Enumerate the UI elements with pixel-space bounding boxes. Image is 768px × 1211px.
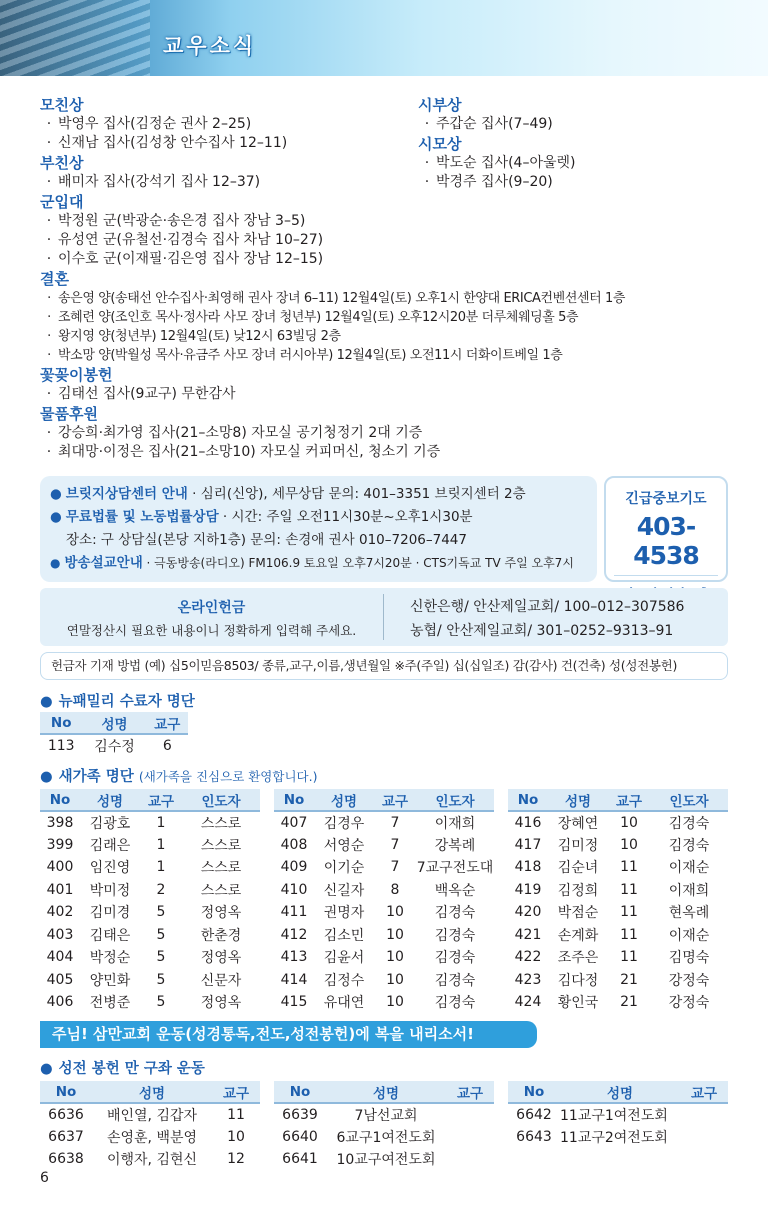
newfamily-title	[40, 765, 317, 786]
table-row	[274, 856, 494, 879]
cell	[446, 1103, 494, 1126]
col-header: 교구	[212, 1081, 260, 1103]
table-row	[274, 1148, 494, 1171]
col-header: 성명	[314, 789, 374, 811]
cell: 김태은	[89, 927, 131, 944]
cell: 이재순	[668, 860, 710, 877]
table-row	[508, 879, 728, 902]
news-item: · 조혜련 양(조인호 목사·정사라 사모 장녀 청년부) 12월4일(토) 오후12시20분 더루체웨딩홀 5층	[40, 308, 600, 327]
col-header: 교구	[147, 712, 188, 734]
cell: 장혜연	[557, 815, 599, 832]
col-header: 성명	[548, 789, 608, 811]
cell: 황인국	[557, 995, 599, 1012]
cell: 6639	[282, 1106, 318, 1123]
emergency-prayer-box	[604, 476, 728, 582]
cell: 손영훈, 백분영	[106, 1129, 198, 1146]
news-item: · 왕지영 양(청년부) 12월4일(토) 낮12시 63빌딩 2층	[40, 327, 600, 346]
table-row	[40, 1103, 260, 1126]
cell: 10	[386, 904, 404, 921]
table-row	[508, 856, 728, 879]
banner-texture	[0, 0, 150, 76]
legal-text: · 시간: 주일 오전11시30분~오후1시30분	[218, 509, 473, 525]
table-row	[274, 1126, 494, 1149]
legal-title: 무료법률 및 노동법률상담	[65, 509, 219, 525]
cell: 11	[620, 881, 638, 898]
cell: 이행자, 김현신	[106, 1152, 198, 1169]
legal-info	[50, 506, 587, 529]
cell: 박점순	[557, 905, 599, 922]
cell: 김다정	[557, 972, 599, 989]
cell: 7남선교회	[354, 1107, 418, 1124]
cell: 5	[156, 926, 166, 943]
broadcast-info	[50, 552, 587, 575]
table-row	[40, 901, 260, 924]
cell: 스스로	[200, 882, 242, 899]
cell	[680, 1103, 728, 1126]
news-item: · 이수호 군(이재필·김은영 집사 장남 12–15)	[40, 250, 600, 269]
cell: 6641	[282, 1151, 318, 1168]
cell: 강정숙	[668, 995, 710, 1012]
table-row	[40, 879, 260, 902]
offering-title	[40, 1057, 205, 1078]
news-item: · 유성연 군(유철선·김경숙 집사 차남 10–27)	[40, 231, 600, 250]
divider	[383, 594, 384, 640]
section-heading: 시모상	[418, 135, 462, 153]
newfamily-subtitle: (새가족을 진심으로 환영합니다.)	[138, 769, 318, 784]
table-row	[274, 879, 494, 902]
cell: 11	[620, 949, 638, 966]
cell: 410	[280, 881, 308, 898]
newfamily-table-3	[508, 789, 728, 1014]
info-box	[40, 476, 597, 582]
news-item: · 주갑순 집사(7–49)	[418, 115, 718, 134]
cell: 7교구전도대	[416, 860, 494, 877]
col-header: No	[274, 789, 314, 811]
cell: 김경숙	[668, 815, 710, 832]
cell: 10	[227, 1128, 245, 1145]
table-row	[508, 1126, 728, 1149]
col-header: 성명	[326, 1081, 446, 1103]
cell: 임진영	[89, 860, 131, 877]
cell: 400	[46, 859, 74, 876]
emergency-title: 긴급중보기도	[625, 491, 707, 507]
graduates-title	[40, 690, 195, 711]
offering-table-2	[274, 1081, 494, 1171]
cell: 113	[47, 737, 75, 754]
cell: 402	[46, 904, 74, 921]
col-header: 교구	[374, 789, 416, 811]
table-row	[274, 811, 494, 834]
table-row	[40, 924, 260, 947]
col-header: 성명	[92, 1081, 212, 1103]
col-header: 교구	[140, 789, 182, 811]
cell: 스스로	[200, 815, 242, 832]
cell: 407	[280, 814, 308, 831]
col-header: 인도자	[416, 789, 494, 811]
cell: 405	[46, 971, 74, 988]
col-header: No	[40, 712, 82, 734]
cell: 강복례	[434, 837, 476, 854]
cell: 411	[280, 904, 308, 921]
cell	[446, 1126, 494, 1149]
cell: 1	[156, 859, 166, 876]
page-title: 교우소식	[163, 34, 257, 58]
slogan-banner: 주님! 삼만교회 운동(성경통독,전도,성전봉헌)에 복을 내리소서!	[40, 1021, 537, 1048]
bullet-icon: ●	[50, 509, 62, 525]
cell: 11	[620, 859, 638, 876]
table-row	[40, 1126, 260, 1149]
cell: 6642	[516, 1106, 552, 1123]
bank-account-2: 농협/ 안산제일교회/ 301–0252–9313–91	[410, 623, 674, 639]
cell: 11	[620, 904, 638, 921]
cell: 박미정	[89, 882, 131, 899]
cell: 419	[514, 881, 542, 898]
cell: 5	[156, 971, 166, 988]
bridge-text: · 심리(신앙), 세무상담 문의: 401–3351 브릿지센터 2층	[187, 486, 526, 502]
table-row	[508, 1103, 728, 1126]
bullet-icon: ●	[40, 694, 53, 710]
cell: 김래은	[89, 837, 131, 854]
table-row	[40, 734, 188, 757]
section-heading: 모친상	[40, 96, 84, 114]
cell: 399	[46, 836, 74, 853]
cell: 6교구1여전도회	[336, 1129, 436, 1146]
cell: 2	[156, 881, 166, 898]
cell: 배인열, 김갑자	[106, 1107, 198, 1124]
cell: 424	[514, 994, 542, 1011]
section-heading: 꽃꽂이봉헌	[40, 366, 113, 384]
cell: 백옥순	[434, 882, 476, 899]
cell: 김경숙	[434, 927, 476, 944]
bridge-title: 브릿지상담센터 안내	[65, 486, 188, 502]
cell: 11교구2여전도회	[560, 1129, 668, 1146]
col-header: No	[40, 1081, 92, 1103]
col-header: 교구	[446, 1081, 494, 1103]
cell: 414	[280, 971, 308, 988]
right-news-column	[418, 95, 718, 192]
newfamily-title-text: 새가족 명단	[58, 769, 134, 785]
cell: 412	[280, 926, 308, 943]
cell: 409	[280, 859, 308, 876]
cell: 21	[620, 994, 638, 1011]
col-header: 인도자	[650, 789, 728, 811]
cell: 423	[514, 971, 542, 988]
col-header: 성명	[560, 1081, 680, 1103]
section-heading: 결혼	[40, 270, 69, 288]
cell: 이재희	[434, 815, 476, 832]
cell: 416	[514, 814, 542, 831]
cell: 11교구1여전도회	[560, 1107, 668, 1124]
graduates-title-text: 뉴패밀리 수료자 명단	[58, 694, 195, 710]
table-row	[508, 946, 728, 969]
cell: 박정순	[89, 950, 131, 967]
offering-table-1	[40, 1081, 260, 1171]
news-item: · 박경주 집사(9–20)	[418, 173, 718, 192]
cell: 6	[162, 737, 172, 754]
cell: 김윤서	[323, 950, 365, 967]
table-row	[274, 1103, 494, 1126]
cell: 김명숙	[668, 950, 710, 967]
cell: 이재순	[668, 927, 710, 944]
bank-account-1: 신한은행/ 안산제일교회/ 100–012–307586	[410, 599, 685, 615]
cell: 420	[514, 904, 542, 921]
cell: 10	[620, 836, 638, 853]
cell: 6643	[516, 1128, 552, 1145]
news-item: · 강승희·최가영 집사(21–소망8) 자모실 공기청정기 2대 기증	[40, 424, 600, 443]
cell: 8	[390, 881, 400, 898]
col-header: 성명	[82, 712, 146, 734]
cell: 10	[620, 814, 638, 831]
table-row	[508, 834, 728, 857]
offering-table-3	[508, 1081, 728, 1148]
news-item: · 최대망·이정은 집사(21–소망10) 자모실 커피머신, 청소기 기증	[40, 443, 600, 462]
cell: 5	[156, 949, 166, 966]
cell: 1	[156, 836, 166, 853]
cell: 422	[514, 949, 542, 966]
col-header: No	[40, 789, 80, 811]
news-item: · 박정원 군(박광순·송은경 집사 장남 3–5)	[40, 212, 600, 231]
cell: 10	[386, 971, 404, 988]
cell: 5	[156, 994, 166, 1011]
newfamily-table-2	[274, 789, 494, 1014]
cell: 417	[514, 836, 542, 853]
news-item: · 박도순 집사(4–아울렛)	[418, 154, 718, 173]
cell: 11	[620, 926, 638, 943]
col-header: No	[508, 789, 548, 811]
table-row	[274, 901, 494, 924]
cell: 전병준	[89, 995, 131, 1012]
col-header: No	[274, 1081, 326, 1103]
offering-method-note: 헌금자 기재 방법 (예) 십5이믿음8503/ 종류,교구,이름,생년월일 ※주(주일) 십(십일조) 감(감사) 건(건축) 성(성전봉헌)	[40, 652, 728, 680]
section-heading: 부친상	[40, 154, 84, 172]
cell	[680, 1126, 728, 1149]
divider	[614, 575, 718, 576]
table-row	[40, 856, 260, 879]
cell: 421	[514, 926, 542, 943]
table-row	[40, 946, 260, 969]
table-row	[508, 924, 728, 947]
cell: 정영옥	[200, 950, 242, 967]
cell: 11	[227, 1106, 245, 1123]
cell: 현옥례	[668, 905, 710, 922]
broadcast-title: 방송설교안내	[64, 555, 143, 571]
cell: 손계화	[557, 927, 599, 944]
cell: 413	[280, 949, 308, 966]
cell: 서영순	[323, 837, 365, 854]
cell: 21	[620, 971, 638, 988]
cell: 김순녀	[557, 860, 599, 877]
cell: 10	[386, 926, 404, 943]
cell: 398	[46, 814, 74, 831]
cell: 418	[514, 859, 542, 876]
table-row	[508, 991, 728, 1014]
bridge-info	[50, 483, 587, 506]
offering-title-text: 성전 봉헌 만 구좌 운동	[58, 1061, 205, 1077]
cell: 401	[46, 881, 74, 898]
col-header: 성명	[80, 789, 140, 811]
table-row	[40, 1148, 260, 1171]
table-row	[274, 924, 494, 947]
online-title: 온라인헌금	[177, 600, 246, 616]
news-item: · 배미자 집사(강석기 집사 12–37)	[40, 173, 600, 192]
cell: 12	[227, 1151, 245, 1168]
table-row	[508, 811, 728, 834]
cell: 정영옥	[200, 905, 242, 922]
online-note: 연말정산시 필요한 내용이니 정확하게 입력해 주세요.	[66, 623, 357, 638]
cell: 7	[390, 859, 400, 876]
cell: 김정희	[557, 882, 599, 899]
graduates-table	[40, 712, 188, 757]
table-row	[274, 991, 494, 1014]
legal-location: 장소: 구 상담실(본당 지하1층) 문의: 손경애 권사 010–7206–7447	[66, 532, 467, 548]
table-row	[508, 969, 728, 992]
emergency-number: 403-4538	[633, 512, 699, 570]
table-row	[274, 969, 494, 992]
cell: 권명자	[323, 905, 365, 922]
cell: 7	[390, 814, 400, 831]
news-item: · 박소망 양(박월성 목사·유금주 사모 장녀 러시아부) 12월4일(토) 오전11시 더화이트베일 1층	[40, 346, 600, 365]
cell: 6637	[48, 1128, 84, 1145]
col-header: 인도자	[182, 789, 260, 811]
bullet-icon: ●	[50, 556, 61, 570]
cell: 이재희	[668, 882, 710, 899]
cell: 유대연	[323, 995, 365, 1012]
cell	[446, 1148, 494, 1171]
news-item: · 박영우 집사(김정순 권사 2–25)	[40, 115, 600, 134]
section-heading: 물품후원	[40, 405, 98, 423]
newfamily-table-1	[40, 789, 260, 1014]
cell: 1	[156, 814, 166, 831]
cell: 김경숙	[434, 995, 476, 1012]
broadcast-text: · 극동방송(라디오) FM106.9 토요일 오후7시20분 · CTS기독교 TV 주일 오후7시	[142, 556, 574, 570]
section-heading: 시부상	[418, 96, 462, 114]
col-header: No	[508, 1081, 560, 1103]
bullet-icon: ●	[50, 486, 62, 502]
cell: 한춘경	[200, 927, 242, 944]
cell: 김경숙	[434, 905, 476, 922]
header-banner	[0, 0, 768, 76]
cell: 양민화	[89, 972, 131, 989]
bullet-icon: ●	[40, 1061, 53, 1077]
table-row	[40, 834, 260, 857]
cell: 5	[156, 904, 166, 921]
cell: 이기순	[323, 860, 365, 877]
col-header: 교구	[680, 1081, 728, 1103]
cell: 김경숙	[434, 972, 476, 989]
cell: 7	[390, 836, 400, 853]
cell: 신문자	[200, 972, 242, 989]
cell: 조주은	[557, 950, 599, 967]
cell: 6640	[282, 1128, 318, 1145]
cell: 김경숙	[434, 950, 476, 967]
online-offering-box	[40, 588, 728, 646]
cell: 415	[280, 994, 308, 1011]
col-header: 교구	[608, 789, 650, 811]
table-row	[40, 991, 260, 1014]
cell: 10교구여전도회	[336, 1152, 436, 1169]
table-row	[40, 811, 260, 834]
cell: 408	[280, 836, 308, 853]
cell: 김경우	[323, 815, 365, 832]
cell: 404	[46, 949, 74, 966]
cell: 강정숙	[668, 972, 710, 989]
cell: 김소민	[323, 927, 365, 944]
cell: 김미경	[89, 905, 131, 922]
news-item: · 신재남 집사(김성창 안수집사 12–11)	[40, 134, 600, 153]
table-row	[274, 834, 494, 857]
page-number: 6	[40, 1170, 49, 1186]
cell: 6636	[48, 1106, 84, 1123]
section-heading: 군입대	[40, 193, 84, 211]
cell: 정영옥	[200, 995, 242, 1012]
cell: 10	[386, 949, 404, 966]
cell: 스스로	[200, 837, 242, 854]
cell: 김정수	[323, 972, 365, 989]
cell: 10	[386, 994, 404, 1011]
cell: 김경숙	[668, 837, 710, 854]
cell: 6638	[48, 1151, 84, 1168]
cell: 스스로	[200, 860, 242, 877]
cell: 신길자	[323, 882, 365, 899]
cell: 406	[46, 994, 74, 1011]
news-item: · 김태선 집사(9교구) 무한감사	[40, 385, 600, 404]
cell: 김광호	[89, 815, 131, 832]
table-row	[40, 969, 260, 992]
cell: 403	[46, 926, 74, 943]
table-row	[274, 946, 494, 969]
table-row	[508, 901, 728, 924]
cell: 김미정	[557, 837, 599, 854]
news-item: · 송은영 양(송태선 안수집사·최영해 권사 장녀 6–11) 12월4일(토) 오후1시 한양대 ERICA컨벤션센터 1층	[40, 289, 600, 308]
cell: 김수정	[94, 738, 135, 755]
bullet-icon: ●	[40, 769, 53, 785]
